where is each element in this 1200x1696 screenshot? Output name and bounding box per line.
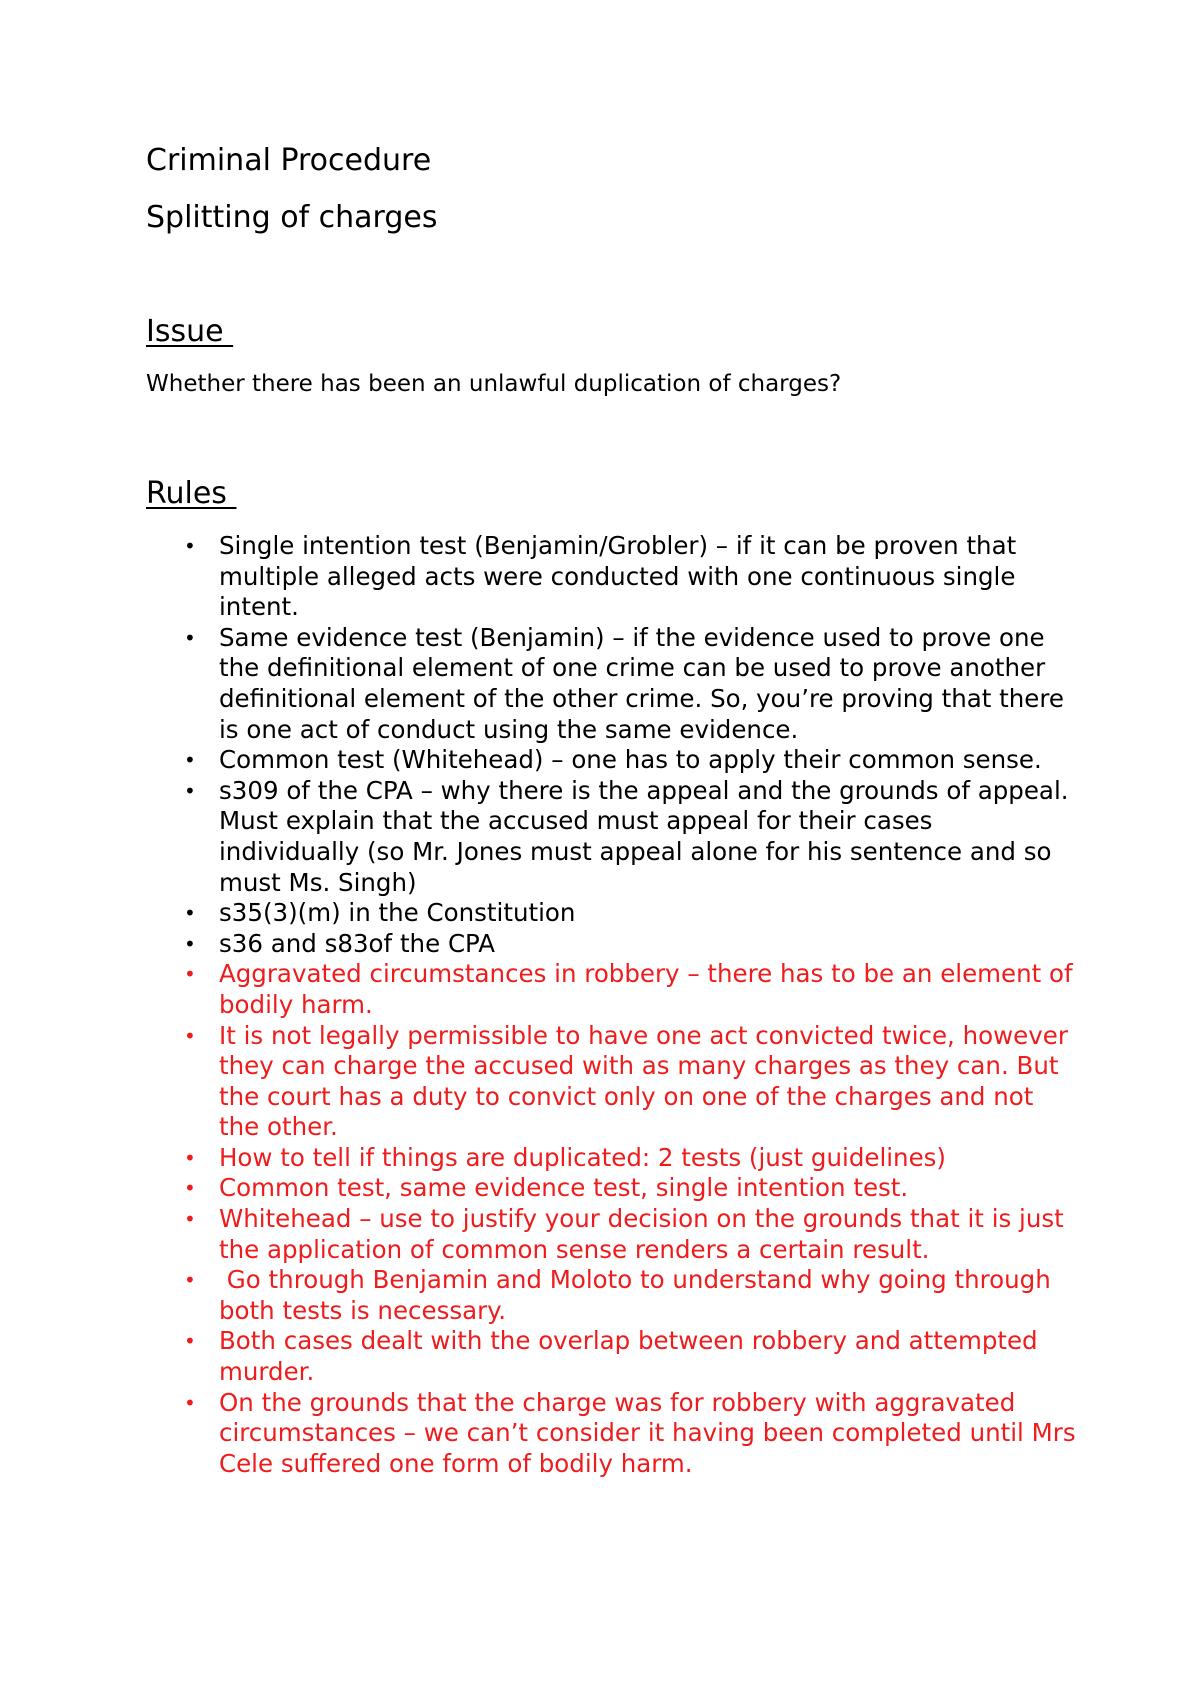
rule-text: On the grounds that the charge was for robbery with aggravated circumstances – we can’t consider it having been completed until Mrs Cele suffered one form of bodily harm. (219, 1387, 1084, 1478)
bullet-icon: • (184, 1207, 196, 1232)
document-subtitle: Splitting of charges (146, 200, 438, 235)
bullet-icon: • (184, 748, 196, 773)
rules-list-item (146, 1265, 1076, 1326)
rules-list-item (146, 1021, 1076, 1143)
bullet-icon: • (184, 625, 196, 650)
rule-text: Same evidence test (Benjamin) – if the evidence used to prove one the definitional element of one crime can be used to prove another definitional element of the other crime. So, you’re proving that there is one act of conduct using the same evidence. (219, 622, 1072, 744)
issue-text: Whether there has been an unlawful duplication of charges? (146, 371, 842, 397)
rules-list-item (146, 959, 1081, 1020)
bullet-icon: • (184, 1390, 196, 1415)
bullet-icon: • (184, 1329, 196, 1354)
rules-list-item (146, 1326, 1076, 1387)
bullet-icon: • (184, 901, 196, 926)
rules-list-item (146, 1204, 1076, 1265)
rule-text: Go through Benjamin and Moloto to understand why going through both tests is necessary. (219, 1265, 1059, 1325)
rule-text: Both cases dealt with the overlap between robbery and attempted murder. (219, 1326, 1046, 1387)
rule-text: Whitehead – use to justify your decision on the grounds that it is just the application of common sense renders a certain result. (219, 1204, 1072, 1264)
rule-text: s36 and s83of the CPA (219, 928, 496, 958)
bullet-icon: • (184, 1176, 196, 1201)
rules-list-item (146, 898, 1076, 929)
rules-list-item (146, 1173, 1076, 1204)
issue-heading: Issue (146, 314, 234, 349)
rule-text: Single intention test (Benjamin/Grobler) – if it can be proven that multiple alleged acts were conducted with one continuous single intent. (219, 531, 1024, 622)
bullet-icon: • (184, 931, 196, 956)
rules-list-item (146, 929, 1076, 960)
document-title: Criminal Procedure (146, 143, 432, 178)
rule-text: It is not legally permissible to have one act convicted twice, however they can charge the accused with as many charges as they can. But the court has a duty to convict only on one of the charges and not the other. (219, 1020, 1076, 1142)
rules-list-item (146, 623, 1076, 745)
rule-text: Common test (Whitehead) – one has to apply their common sense. (219, 745, 1042, 775)
bullet-icon: • (184, 1023, 196, 1048)
rule-text: How to tell if things are duplicated: 2 tests (just guidelines) (219, 1142, 946, 1172)
bullet-icon: • (184, 778, 196, 803)
rule-text: s35(3)(m) in the Constitution (219, 898, 576, 928)
rules-list-item (146, 1387, 1084, 1480)
rules-list-item (146, 1143, 1076, 1174)
rules-list-item (146, 776, 1076, 898)
rule-text: Common test, same evidence test, single intention test. (219, 1173, 909, 1203)
bullet-icon: • (184, 962, 196, 987)
rules-list (146, 531, 1084, 1479)
bullet-icon: • (184, 534, 196, 558)
rule-text: s309 of the CPA – why there is the appeal and the grounds of appeal. Must explain that the accused must appeal for their cases individually (so Mr. Jones must appeal alone for his sentence and so must Ms. Singh) (219, 775, 1077, 897)
rule-text: Aggravated circumstances in robbery – there has to be an element of bodily harm. (219, 959, 1081, 1019)
rules-heading: Rules (146, 476, 237, 511)
rules-list-item (146, 745, 1076, 776)
bullet-icon: • (184, 1145, 196, 1170)
bullet-icon: • (184, 1268, 196, 1293)
rules-list-item (146, 531, 1076, 623)
